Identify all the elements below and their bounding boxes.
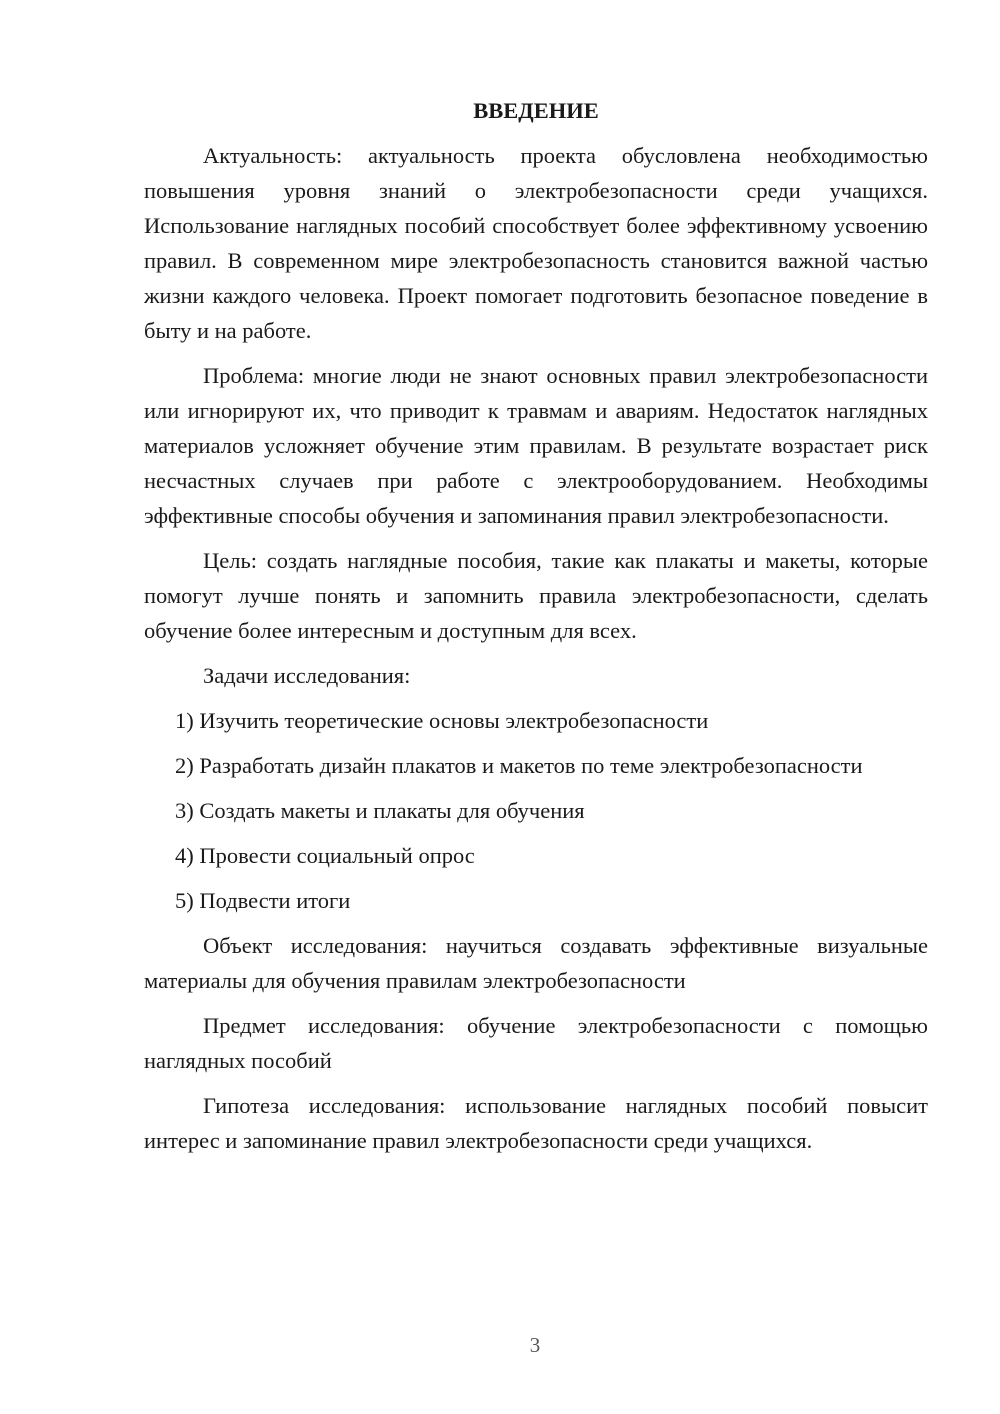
problem-paragraph: Проблема: многие люди не знают основных правил электробезопасности или игнорируют их, что приводит к травмам и авариям. Недостаток наглядных материалов усложняет обучение этим правилам. В результате возрастает риск несчастных случаев при работе с электрооборудованием. Необходимы эффективные способы обучения и запоминания правил электробезопасности.: [144, 363, 928, 528]
relevance-paragraph: Актуальность: актуальность проекта обусловлена необходимостью повышения уровня знаний о электробезопасности среди учащихся. Использование наглядных пособий способствует более эффективному усвоению правил. В современном мире электробезопасность становится важной частью жизни каждого человека. Проект помогает подготовить безопасное поведение в быту и на работе.: [144, 143, 928, 343]
task-item: 3) Создать макеты и плакаты для обучения: [175, 798, 585, 823]
task-item: 4) Провести социальный опрос: [175, 843, 475, 868]
page-content: [144, 93, 928, 1168]
subject-paragraph: Предмет исследования: обучение электробезопасности с помощью наглядных пособий: [144, 1013, 928, 1073]
page-title: ВВЕДЕНИЕ: [473, 98, 599, 123]
task-item: 1) Изучить теоретические основы электробезопасности: [175, 708, 709, 733]
task-item: 5) Подвести итоги: [175, 888, 351, 913]
page-number: 3: [529, 1333, 541, 1357]
object-paragraph: Объект исследования: научиться создавать эффективные визуальные материалы для обучения правилам электробезопасности: [144, 933, 928, 993]
task-item: 2) Разработать дизайн плакатов и макетов по теме электробезопасности: [175, 753, 863, 778]
hypothesis-paragraph: Гипотеза исследования: использование наглядных пособий повысит интерес и запоминание правил электробезопасности среди учащихся.: [144, 1093, 928, 1153]
tasks-heading: Задачи исследования:: [203, 663, 411, 688]
goal-paragraph: Цель: создать наглядные пособия, такие как плакаты и макеты, которые помогут лучше понять и запомнить правила электробезопасности, сделать обучение более интересным и доступным для всех.: [144, 548, 928, 643]
